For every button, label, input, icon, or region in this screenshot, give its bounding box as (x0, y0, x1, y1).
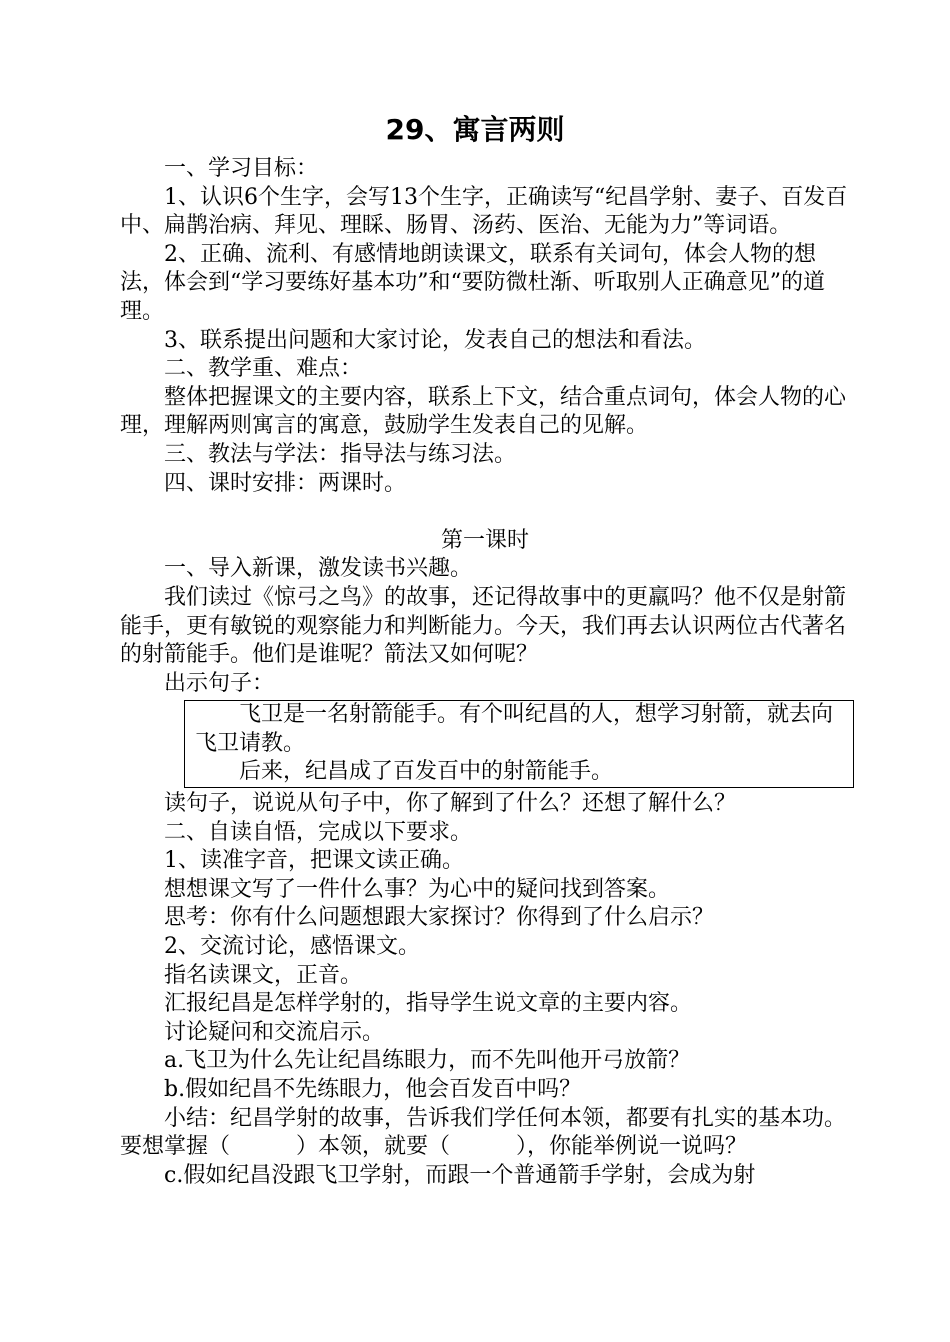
blank-line (120, 498, 850, 527)
paragraph: 思考：你有什么问题想跟大家探讨？你得到了什么启示？ (164, 905, 715, 931)
paragraph: 2、正确、流利、有感情地朗读课文，联系有关词句，体会人物的想法，体会到“学习要练好基本功”和“要防微杜渐、听取别人正确意见”的道理。 (120, 241, 825, 324)
section-heading: 第一课时 (440, 527, 529, 553)
paragraph: 一、导入新课，激发读书兴趣。 (164, 556, 473, 582)
paragraph: 我们读过《惊弓之鸟》的故事，还记得故事中的更羸吗？他不仅是射箭能手，更有敏锐的观察能力和判断能力。今天，我们再去认识两位古代著名的射箭能手。他们是谁呢？箭法又如何呢？ (120, 584, 847, 668)
paragraph: c.假如纪昌没跟飞卫学射，而跟一个普通箭手学射，会成为射 (164, 1162, 756, 1188)
paragraph: b.假如纪昌不先练眼力，他会百发百中吗？ (164, 1077, 582, 1102)
quoted-sentences-box (184, 700, 854, 788)
paragraph: 小结：纪昌学射的故事，告诉我们学任何本领，都要有扎实的基本功。要想掌握（ ）本领，就要（ ），你能举例说一说吗？ (120, 1105, 847, 1160)
paragraph: 二、自读自悟，完成以下要求。 (164, 819, 473, 845)
paragraph: 讨论疑问和交流启示。 (164, 1019, 385, 1045)
paragraph: 汇报纪昌是怎样学射的，指导学生说文章的主要内容。 (164, 991, 693, 1017)
paragraph: 整体把握课文的主要内容，联系上下文，结合重点词句，体会人物的心理，理解两则寓言的寓意，鼓励学生发表自己的见解。 (120, 384, 847, 439)
paragraph: 1、认识6个生字，会写13个生字，正确读写“纪昌学射、妻子、百发百中、扁鹊治病、拜见、理睬、肠胃、汤药、医治、无能为力”等词语。 (120, 184, 848, 239)
document-body (120, 155, 850, 1190)
quote-paragraph: 后来，纪昌成了百发百中的射箭能手。 (239, 759, 614, 785)
paragraph: 二、教学重、难点： (164, 356, 363, 382)
paragraph: a.飞卫为什么先让纪昌练眼力，而不先叫他开弓放箭？ (164, 1048, 691, 1074)
paragraph: 3、联系提出问题和大家讨论，发表自己的想法和看法。 (164, 327, 706, 353)
paragraph: 想想课文写了一件什么事？为心中的疑问找到答案。 (164, 876, 671, 902)
paragraph: 四、课时安排：两课时。 (164, 470, 407, 496)
paragraph: 三、教法与学法：指导法与练习法。 (164, 441, 517, 467)
paragraph: 一、学习目标： (164, 156, 319, 181)
paragraph: 出示句子： (164, 670, 275, 696)
quote-paragraph: 飞卫是一名射箭能手。有个叫纪昌的人，想学习射箭，就去向飞卫请教。 (195, 702, 834, 756)
paragraph: 1、读准字音，把课文读正确。 (164, 848, 464, 874)
paragraph: 指名读课文，正音。 (164, 962, 363, 988)
page-title: 29、寓言两则 (385, 113, 565, 146)
paragraph: 读句子，说说从句子中，你了解到了什么？还想了解什么？ (164, 791, 737, 817)
paragraph: 2、交流讨论，感悟课文。 (164, 934, 420, 960)
